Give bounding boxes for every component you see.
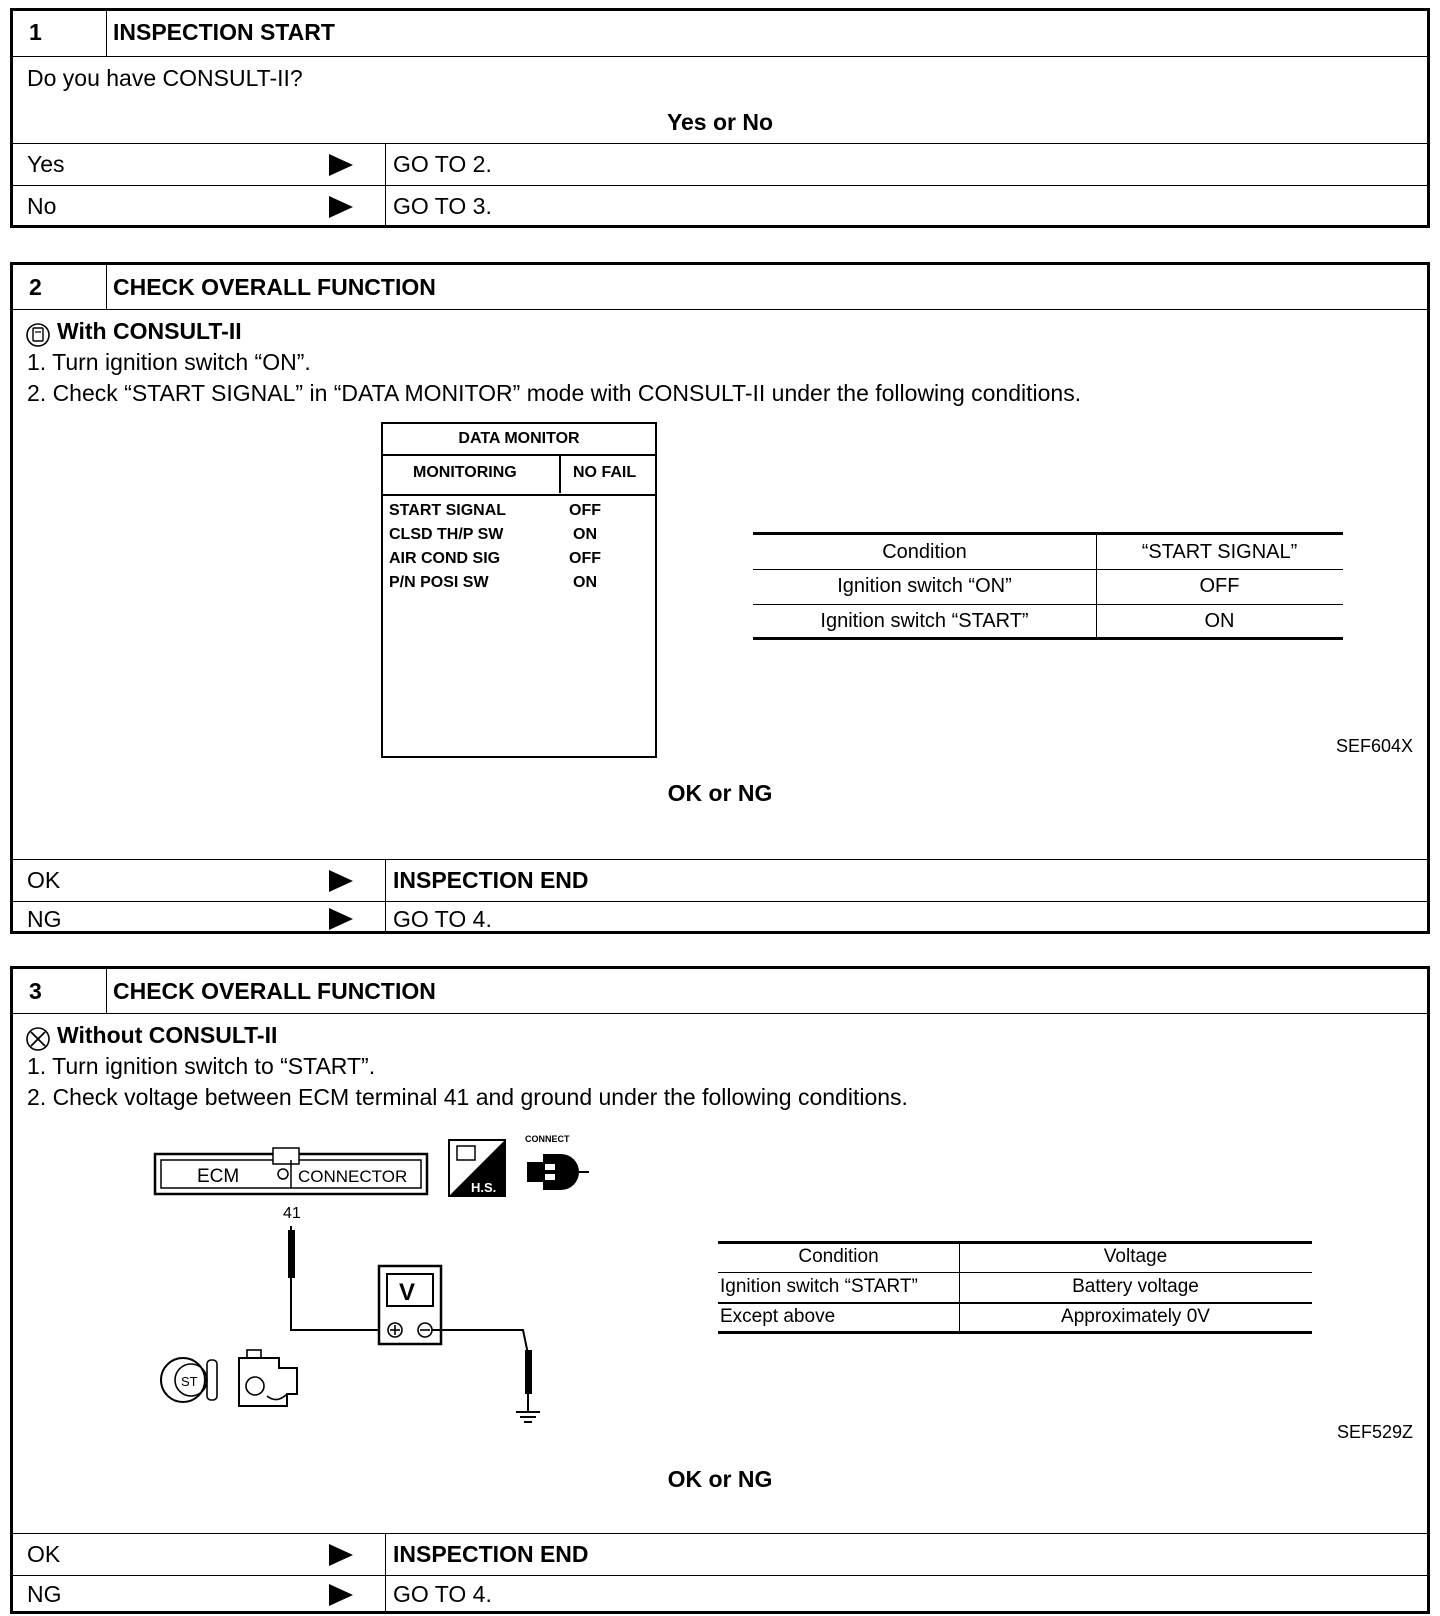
harness-connector-icon bbox=[449, 1140, 505, 1196]
option-action: INSPECTION END bbox=[393, 867, 589, 893]
start-signal-condition-table bbox=[753, 532, 1343, 640]
data-monitor-title: DATA MONITOR bbox=[458, 430, 580, 447]
key-label: ST bbox=[181, 1374, 198, 1389]
step-2-instruction-2: 2. Check “START SIGNAL” in “DATA MONITOR” mode with CONSULT-II under the following conditions. bbox=[27, 380, 1082, 406]
monitor-item-name: CLSD TH/P SW bbox=[389, 526, 504, 543]
connect-label: CONNECT bbox=[525, 1134, 570, 1144]
figure-code: SEF604X bbox=[1335, 736, 1413, 756]
arrow-right-icon bbox=[329, 870, 353, 892]
monitor-item-value: OFF bbox=[569, 502, 601, 519]
arrow-right-icon bbox=[329, 1544, 353, 1566]
table-cell: Ignition switch “ON” bbox=[837, 575, 1012, 597]
option-action: GO TO 2. bbox=[393, 151, 492, 177]
monitor-item-name: P/N POSI SW bbox=[389, 574, 489, 591]
voltage-check-diagram bbox=[143, 1134, 603, 1434]
table-header: Condition bbox=[882, 541, 967, 563]
step-2-number: 2 bbox=[29, 274, 42, 300]
step-1-option-yes[interactable] bbox=[13, 143, 1427, 185]
no-consult-icon bbox=[25, 1026, 51, 1052]
step-2-option-ok[interactable] bbox=[13, 859, 1427, 901]
step-3-body bbox=[13, 1013, 1427, 1533]
monitor-item-value: ON bbox=[573, 526, 597, 543]
step-2-title: CHECK OVERALL FUNCTION bbox=[113, 274, 436, 300]
step-2-option-ng[interactable] bbox=[13, 901, 1427, 931]
arrow-right-icon bbox=[329, 908, 353, 930]
option-action: GO TO 4. bbox=[393, 906, 492, 932]
option-label: NG bbox=[27, 1581, 62, 1607]
table-cell: ON bbox=[1204, 610, 1235, 632]
arrow-right-icon bbox=[329, 1584, 353, 1606]
step-2-body bbox=[13, 309, 1427, 859]
hs-label: H.S. bbox=[471, 1180, 497, 1195]
table-header: Voltage bbox=[1103, 1246, 1168, 1267]
ecm-label: ECM bbox=[197, 1166, 240, 1187]
connector-label: CONNECTOR bbox=[298, 1167, 408, 1186]
option-label: No bbox=[27, 193, 57, 219]
option-action: INSPECTION END bbox=[393, 1541, 589, 1567]
step-3-instruction-2: 2. Check voltage between ECM terminal 41 and ground under the following conditions. bbox=[27, 1084, 908, 1110]
step-1-number: 1 bbox=[29, 19, 42, 45]
ignition-key-icon bbox=[161, 1358, 217, 1402]
voltmeter-label: V bbox=[399, 1279, 416, 1306]
arrow-right-icon bbox=[329, 154, 353, 176]
step-1-decision: Yes or No bbox=[666, 109, 774, 135]
step-3-decision: OK or NG bbox=[667, 1466, 773, 1492]
arrow-right-icon bbox=[329, 196, 353, 218]
table-cell: Except above bbox=[720, 1306, 836, 1327]
table-cell: Battery voltage bbox=[1072, 1276, 1199, 1297]
step-1-question: Do you have CONSULT-II? bbox=[27, 65, 303, 91]
step-3-option-ok[interactable] bbox=[13, 1533, 1427, 1575]
step-1-option-no[interactable] bbox=[13, 185, 1427, 225]
data-monitor-screen bbox=[381, 422, 657, 758]
monitor-item-value: ON bbox=[573, 574, 597, 591]
data-monitor-header-left: MONITORING bbox=[413, 464, 517, 481]
step-3-mode: Without CONSULT-II bbox=[57, 1022, 278, 1048]
step-3-box bbox=[10, 966, 1430, 1614]
option-action: GO TO 4. bbox=[393, 1581, 492, 1607]
option-label: NG bbox=[27, 906, 62, 932]
step-2-instruction-1: 1. Turn ignition switch “ON”. bbox=[27, 349, 311, 375]
step-2-mode: With CONSULT-II bbox=[57, 318, 242, 344]
monitor-item-name: START SIGNAL bbox=[389, 502, 507, 519]
engine-icon bbox=[239, 1350, 297, 1406]
step-2-box bbox=[10, 262, 1430, 934]
step-3-header bbox=[13, 969, 1427, 1013]
figure-code: SEF529Z bbox=[1336, 1422, 1413, 1442]
option-label: Yes bbox=[27, 151, 65, 177]
connect-icon bbox=[525, 1134, 589, 1190]
voltage-condition-table bbox=[718, 1241, 1312, 1334]
step-3-option-ng[interactable] bbox=[13, 1575, 1427, 1611]
consult-icon bbox=[25, 322, 51, 348]
step-3-number: 3 bbox=[29, 978, 42, 1004]
step-1-header bbox=[13, 11, 1427, 56]
table-cell: Ignition switch “START” bbox=[820, 610, 1029, 632]
table-cell: Approximately 0V bbox=[1061, 1306, 1210, 1327]
step-3-instruction-1: 1. Turn ignition switch to “START”. bbox=[27, 1053, 376, 1079]
monitor-item-name: AIR COND SIG bbox=[389, 550, 501, 567]
table-cell: OFF bbox=[1199, 575, 1240, 597]
table-header: Condition bbox=[798, 1246, 879, 1267]
step-3-title: CHECK OVERALL FUNCTION bbox=[113, 978, 436, 1004]
monitor-item-value: OFF bbox=[569, 550, 601, 567]
option-label: OK bbox=[27, 1541, 61, 1567]
step-1-question-row bbox=[13, 56, 1427, 143]
option-label: OK bbox=[27, 867, 61, 893]
terminal-label: 41 bbox=[283, 1205, 301, 1222]
option-action: GO TO 3. bbox=[393, 193, 492, 219]
data-monitor-header-right: NO FAIL bbox=[573, 464, 637, 481]
table-cell: Ignition switch “START” bbox=[720, 1276, 918, 1297]
step-2-header bbox=[13, 265, 1427, 309]
table-header: “START SIGNAL” bbox=[1141, 541, 1298, 563]
step-1-box bbox=[10, 8, 1430, 228]
step-2-decision: OK or NG bbox=[667, 780, 773, 806]
step-1-title: INSPECTION START bbox=[113, 19, 335, 45]
